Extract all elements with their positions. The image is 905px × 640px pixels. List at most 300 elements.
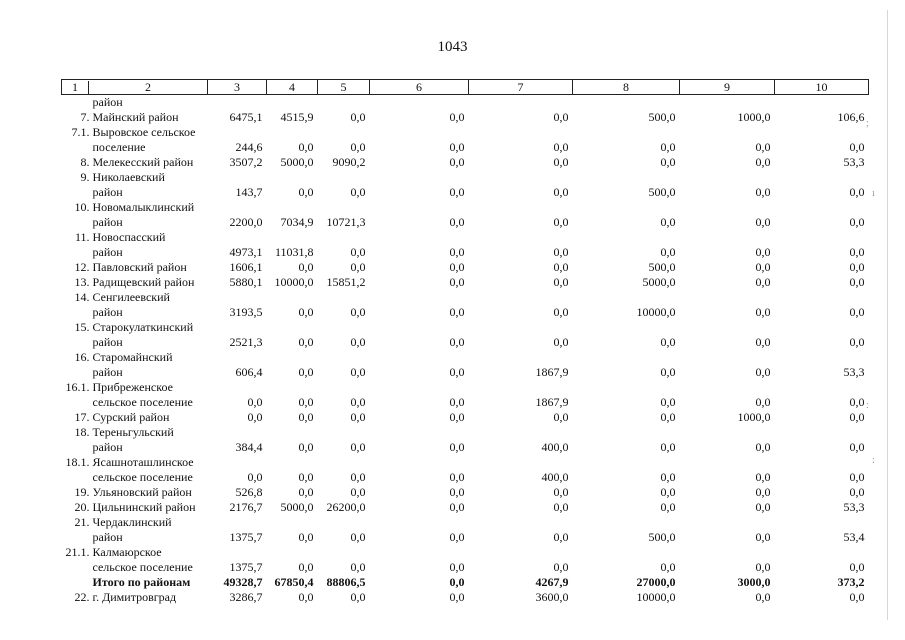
total-row (62, 575, 869, 590)
cell-col-10: 106,6 (837, 110, 865, 124)
cell-col-7 (469, 290, 573, 305)
row-number (62, 335, 92, 350)
page-edge-rule (887, 10, 888, 620)
row-name: Мелекесский район (92, 155, 194, 169)
cell-col-3 (208, 170, 267, 185)
row-label-cell (62, 170, 208, 185)
row-label-cell (62, 305, 208, 320)
cell-col-9: 0,0 (755, 590, 771, 604)
cell-col-10 (775, 170, 869, 185)
row-name: район (92, 530, 123, 544)
cell-col-5 (318, 320, 370, 335)
row-label-cell (62, 110, 208, 125)
table-row (62, 305, 869, 320)
cell-col-10: 0,0 (849, 560, 865, 574)
cell-col-6: 0,0 (449, 470, 465, 484)
cell-col-7 (469, 380, 573, 395)
row-label-cell (62, 440, 208, 455)
cell-col-5: 0,0 (350, 410, 366, 424)
cell-col-4: 0,0 (298, 335, 314, 349)
cell-col-4: 0,0 (298, 530, 314, 544)
cell-col-3: 3286,7 (229, 590, 263, 604)
cell-col-8 (573, 95, 680, 111)
header-cell: 8 (573, 80, 680, 95)
table-row (62, 275, 869, 290)
cell-col-9 (680, 125, 775, 140)
cell-col-9: 1000,0 (737, 110, 771, 124)
cell-col-5: 0,0 (350, 110, 366, 124)
cell-col-10: 53,3 (843, 155, 865, 169)
cell-col-3 (208, 125, 267, 140)
row-label-cell (62, 155, 208, 170)
row-label-cell (62, 500, 208, 515)
scan-mark: ı (872, 188, 875, 199)
header-cell: 4 (267, 80, 318, 95)
row-label-cell (62, 215, 208, 230)
row-number (62, 140, 92, 155)
cell-col-5 (318, 455, 370, 470)
cell-col-8: 0,0 (660, 215, 676, 229)
row-number (62, 95, 92, 110)
cell-col-3 (208, 380, 267, 395)
row-label-cell (62, 485, 208, 500)
table-row (62, 230, 869, 245)
row-number: 14. (74, 290, 90, 304)
cell-col-10: 53,3 (843, 500, 865, 514)
row-name: район (92, 335, 123, 349)
row-number (62, 365, 92, 380)
row-name: Сурский район (92, 410, 170, 424)
table-row (62, 200, 869, 215)
table-row (62, 260, 869, 275)
cell-col-9: 0,0 (755, 305, 771, 319)
cell-col-6 (370, 170, 469, 185)
cell-col-9 (680, 515, 775, 530)
row-label-cell (62, 530, 208, 545)
cell-col-9: 0,0 (755, 470, 771, 484)
cell-col-10: 0,0 (849, 140, 865, 154)
cell-col-6: 0,0 (449, 560, 465, 574)
cell-col-4: 0,0 (298, 590, 314, 604)
cell-col-6 (370, 200, 469, 215)
table-row (62, 155, 869, 170)
cell-col-10: 0,0 (849, 440, 865, 454)
cell-col-4 (267, 290, 318, 305)
row-label-cell (62, 260, 208, 275)
cell-col-5: 0,0 (350, 560, 366, 574)
row-number (62, 560, 92, 575)
cell-col-8 (573, 425, 680, 440)
cell-col-10 (775, 455, 869, 470)
table-row (62, 560, 869, 575)
cell-col-5 (318, 545, 370, 560)
row-name: Радищевский район (92, 275, 195, 289)
cell-col-8: 0,0 (660, 410, 676, 424)
cell-col-4: 67850,4 (274, 575, 314, 589)
header-cell: 9 (680, 80, 775, 95)
cell-col-6 (370, 125, 469, 140)
cell-col-7: 0,0 (553, 260, 569, 274)
row-label-cell (62, 410, 208, 425)
table-row (62, 470, 869, 485)
row-label-cell (62, 590, 208, 605)
cell-col-8: 500,0 (648, 530, 676, 544)
cell-col-8 (573, 230, 680, 245)
cell-col-4: 10000,0 (274, 275, 314, 289)
cell-col-4: 5000,0 (280, 500, 314, 514)
cell-col-9: 0,0 (755, 215, 771, 229)
cell-col-5 (318, 350, 370, 365)
table-row (62, 95, 869, 111)
cell-col-7 (469, 230, 573, 245)
row-number: 7.1. (71, 125, 90, 139)
cell-col-6 (370, 455, 469, 470)
cell-col-7: 3600,0 (535, 590, 569, 604)
cell-col-5: 9090,2 (332, 155, 366, 169)
table-row (62, 545, 869, 560)
table-row (62, 350, 869, 365)
cell-col-4: 0,0 (298, 470, 314, 484)
cell-col-6: 0,0 (449, 215, 465, 229)
cell-col-7: 0,0 (553, 500, 569, 514)
cell-col-7: 0,0 (553, 245, 569, 259)
table-row (62, 365, 869, 380)
cell-col-5: 88806,5 (326, 575, 366, 589)
table-row (62, 440, 869, 455)
cell-col-7: 0,0 (553, 140, 569, 154)
cell-col-8 (573, 290, 680, 305)
cell-col-3: 2200,0 (229, 215, 263, 229)
cell-col-7: 4267,9 (535, 575, 569, 589)
row-label-cell (62, 350, 208, 365)
cell-col-10: 0,0 (849, 410, 865, 424)
cell-col-4: 0,0 (298, 305, 314, 319)
row-number: 19. (74, 485, 90, 499)
row-name: Ясашноташлинское (92, 455, 194, 469)
cell-col-10 (775, 380, 869, 395)
cell-col-7 (469, 515, 573, 530)
cell-col-10: 53,4 (843, 530, 865, 544)
cell-col-7: 0,0 (553, 410, 569, 424)
row-label-cell (62, 365, 208, 380)
cell-col-8 (573, 200, 680, 215)
cell-col-8: 27000,0 (636, 575, 676, 589)
cell-col-4: 0,0 (298, 365, 314, 379)
cell-col-8 (573, 455, 680, 470)
cell-col-8: 0,0 (660, 560, 676, 574)
row-label-cell (62, 380, 208, 395)
cell-col-8: 10000,0 (636, 305, 676, 319)
row-number: 9. (80, 170, 90, 184)
cell-col-10: 0,0 (849, 185, 865, 199)
cell-col-6 (370, 290, 469, 305)
cell-col-7: 0,0 (553, 185, 569, 199)
row-number: 21.1. (65, 545, 90, 559)
table-row (62, 335, 869, 350)
cell-col-9: 0,0 (755, 560, 771, 574)
row-number (62, 530, 92, 545)
row-name: Чердаклинский (92, 515, 172, 529)
cell-col-3: 526,8 (235, 485, 263, 499)
cell-col-4: 11031,8 (274, 245, 314, 259)
cell-col-3: 2521,3 (229, 335, 263, 349)
cell-col-10: 0,0 (849, 590, 865, 604)
cell-col-10: 0,0 (849, 275, 865, 289)
header-cells-1-2 (62, 80, 208, 95)
row-label-cell (62, 425, 208, 440)
row-name: поселение (92, 140, 146, 154)
header-cell: 2 (145, 80, 151, 94)
cell-col-5: 0,0 (350, 245, 366, 259)
cell-col-4 (267, 545, 318, 560)
header-cell: 3 (208, 80, 267, 95)
cell-col-9: 3000,0 (737, 575, 771, 589)
cell-col-3 (208, 455, 267, 470)
cell-col-6: 0,0 (449, 395, 465, 409)
table-row (62, 455, 869, 470)
row-name: район (92, 185, 123, 199)
row-name: Новоспасский (92, 230, 166, 244)
cell-col-3: 2176,7 (229, 500, 263, 514)
cell-col-4 (267, 170, 318, 185)
cell-col-8: 500,0 (648, 110, 676, 124)
cell-col-6 (370, 95, 469, 111)
row-number: 20. (74, 500, 90, 514)
cell-col-5 (318, 125, 370, 140)
row-label-cell (62, 560, 208, 575)
row-name: Майнский район (92, 110, 179, 124)
table-row (62, 530, 869, 545)
row-number: 7. (80, 110, 90, 124)
row-name: сельское поселение (92, 470, 193, 484)
row-number: 13. (74, 275, 90, 289)
cell-col-7: 400,0 (541, 440, 569, 454)
header-cell: 7 (469, 80, 573, 95)
cell-col-6: 0,0 (449, 185, 465, 199)
cell-col-10 (775, 320, 869, 335)
row-name: Тереньгульский (92, 425, 174, 439)
scan-mark: ; (866, 118, 869, 129)
cell-col-8: 0,0 (660, 245, 676, 259)
table-row (62, 110, 869, 125)
cell-col-3: 143,7 (235, 185, 263, 199)
cell-col-7: 0,0 (553, 110, 569, 124)
cell-col-7 (469, 170, 573, 185)
cell-col-10: 53,3 (843, 365, 865, 379)
row-number (62, 440, 92, 455)
cell-col-8: 0,0 (660, 485, 676, 499)
cell-col-9 (680, 425, 775, 440)
row-number (62, 215, 92, 230)
row-name: район (92, 305, 123, 319)
row-number: 21. (74, 515, 90, 529)
cell-col-9 (680, 290, 775, 305)
table-row (62, 320, 869, 335)
row-number: 12. (74, 260, 90, 274)
cell-col-5: 10721,3 (326, 215, 366, 229)
row-number: 11. (74, 230, 90, 244)
cell-col-8: 0,0 (660, 335, 676, 349)
cell-col-10: 0,0 (849, 335, 865, 349)
cell-col-5 (318, 380, 370, 395)
cell-col-8 (573, 545, 680, 560)
cell-col-9: 1000,0 (737, 410, 771, 424)
cell-col-3 (208, 350, 267, 365)
cell-col-7: 0,0 (553, 155, 569, 169)
table-row (62, 215, 869, 230)
row-name: район (92, 440, 123, 454)
cell-col-8: 0,0 (660, 440, 676, 454)
cell-col-7 (469, 350, 573, 365)
cell-col-6: 0,0 (449, 410, 465, 424)
cell-col-5 (318, 290, 370, 305)
cell-col-9: 0,0 (755, 500, 771, 514)
cell-col-4 (267, 380, 318, 395)
cell-col-6 (370, 230, 469, 245)
row-name: район (92, 245, 123, 259)
cell-col-6: 0,0 (449, 500, 465, 514)
row-number: 16.1. (65, 380, 90, 394)
cell-col-8 (573, 515, 680, 530)
cell-col-4: 0,0 (298, 485, 314, 499)
row-number (62, 305, 92, 320)
row-name: сельское поселение (92, 395, 193, 409)
cell-col-10: 373,2 (837, 575, 865, 589)
cell-col-6: 0,0 (449, 530, 465, 544)
table-row (62, 425, 869, 440)
row-label-cell (62, 395, 208, 410)
cell-col-6: 0,0 (449, 575, 465, 589)
cell-col-10 (775, 230, 869, 245)
cell-col-7 (469, 455, 573, 470)
cell-col-10: 0,0 (849, 470, 865, 484)
cell-col-6: 0,0 (449, 275, 465, 289)
table-row (62, 590, 869, 605)
cell-col-3: 1606,1 (229, 260, 263, 274)
cell-col-6: 0,0 (449, 305, 465, 319)
cell-col-6: 0,0 (449, 155, 465, 169)
cell-col-7: 0,0 (553, 335, 569, 349)
cell-col-10 (775, 200, 869, 215)
cell-col-7: 0,0 (553, 275, 569, 289)
cell-col-8: 500,0 (648, 260, 676, 274)
cell-col-8: 0,0 (660, 365, 676, 379)
cell-col-4 (267, 320, 318, 335)
cell-col-8: 10000,0 (636, 590, 676, 604)
header-cell: 6 (370, 80, 469, 95)
cell-col-7: 0,0 (553, 305, 569, 319)
cell-col-4: 0,0 (298, 560, 314, 574)
row-label-cell (62, 200, 208, 215)
cell-col-6 (370, 545, 469, 560)
row-name: район (92, 95, 123, 109)
cell-col-7 (469, 320, 573, 335)
row-name: Сенгилеевский (92, 290, 170, 304)
cell-col-9: 0,0 (755, 395, 771, 409)
cell-col-5: 0,0 (350, 590, 366, 604)
row-name: Выровское сельское (92, 125, 196, 139)
row-label-cell (62, 575, 208, 590)
cell-col-6: 0,0 (449, 365, 465, 379)
cell-col-7 (469, 425, 573, 440)
row-name: Павловский район (92, 260, 187, 274)
cell-col-3: 4973,1 (229, 245, 263, 259)
cell-col-8: 0,0 (660, 155, 676, 169)
cell-col-10: 0,0 (849, 260, 865, 274)
cell-col-7 (469, 200, 573, 215)
row-label-cell (62, 230, 208, 245)
cell-col-5: 15851,2 (326, 275, 366, 289)
table-row (62, 500, 869, 515)
cell-col-7 (469, 545, 573, 560)
cell-col-6 (370, 515, 469, 530)
row-label-cell (62, 455, 208, 470)
row-label-cell (62, 95, 208, 111)
cell-col-4: 4515,9 (280, 110, 314, 124)
cell-col-5: 0,0 (350, 530, 366, 544)
cell-col-7: 0,0 (553, 215, 569, 229)
table-body (62, 95, 869, 606)
row-label-cell (62, 470, 208, 485)
cell-col-10: 0,0 (849, 245, 865, 259)
cell-col-9 (680, 230, 775, 245)
cell-col-8: 0,0 (660, 395, 676, 409)
cell-col-5: 0,0 (350, 395, 366, 409)
row-number: 15. (74, 320, 90, 334)
cell-col-3: 0,0 (247, 395, 263, 409)
row-number (62, 575, 92, 590)
cell-col-9: 0,0 (755, 245, 771, 259)
row-label-cell (62, 140, 208, 155)
cell-col-5: 0,0 (350, 335, 366, 349)
cell-col-4 (267, 230, 318, 245)
row-label-cell (62, 335, 208, 350)
cell-col-9 (680, 380, 775, 395)
cell-col-6: 0,0 (449, 140, 465, 154)
cell-col-3 (208, 425, 267, 440)
cell-col-5: 0,0 (350, 470, 366, 484)
cell-col-9: 0,0 (755, 155, 771, 169)
cell-col-4: 0,0 (298, 395, 314, 409)
cell-col-3: 384,4 (235, 440, 263, 454)
cell-col-3: 1375,7 (229, 560, 263, 574)
row-label-cell (62, 320, 208, 335)
cell-col-5: 0,0 (350, 485, 366, 499)
cell-col-9: 0,0 (755, 485, 771, 499)
cell-col-3: 3507,2 (229, 155, 263, 169)
cell-col-3 (208, 545, 267, 560)
cell-col-5 (318, 230, 370, 245)
row-name: район (92, 215, 123, 229)
table-row (62, 380, 869, 395)
cell-col-3: 3193,5 (229, 305, 263, 319)
table-row (62, 395, 869, 410)
cell-col-7: 0,0 (553, 530, 569, 544)
cell-col-8 (573, 380, 680, 395)
cell-col-7: 1867,9 (535, 395, 569, 409)
row-name: район (92, 365, 123, 379)
header-row (62, 80, 869, 95)
cell-col-8: 5000,0 (642, 275, 676, 289)
cell-col-10 (775, 545, 869, 560)
cell-col-4: 0,0 (298, 140, 314, 154)
row-number (62, 470, 92, 485)
cell-col-7: 400,0 (541, 470, 569, 484)
row-name: Цильнинский район (92, 500, 196, 514)
cell-col-3 (208, 230, 267, 245)
cell-col-4: 5000,0 (280, 155, 314, 169)
row-label-cell (62, 245, 208, 260)
